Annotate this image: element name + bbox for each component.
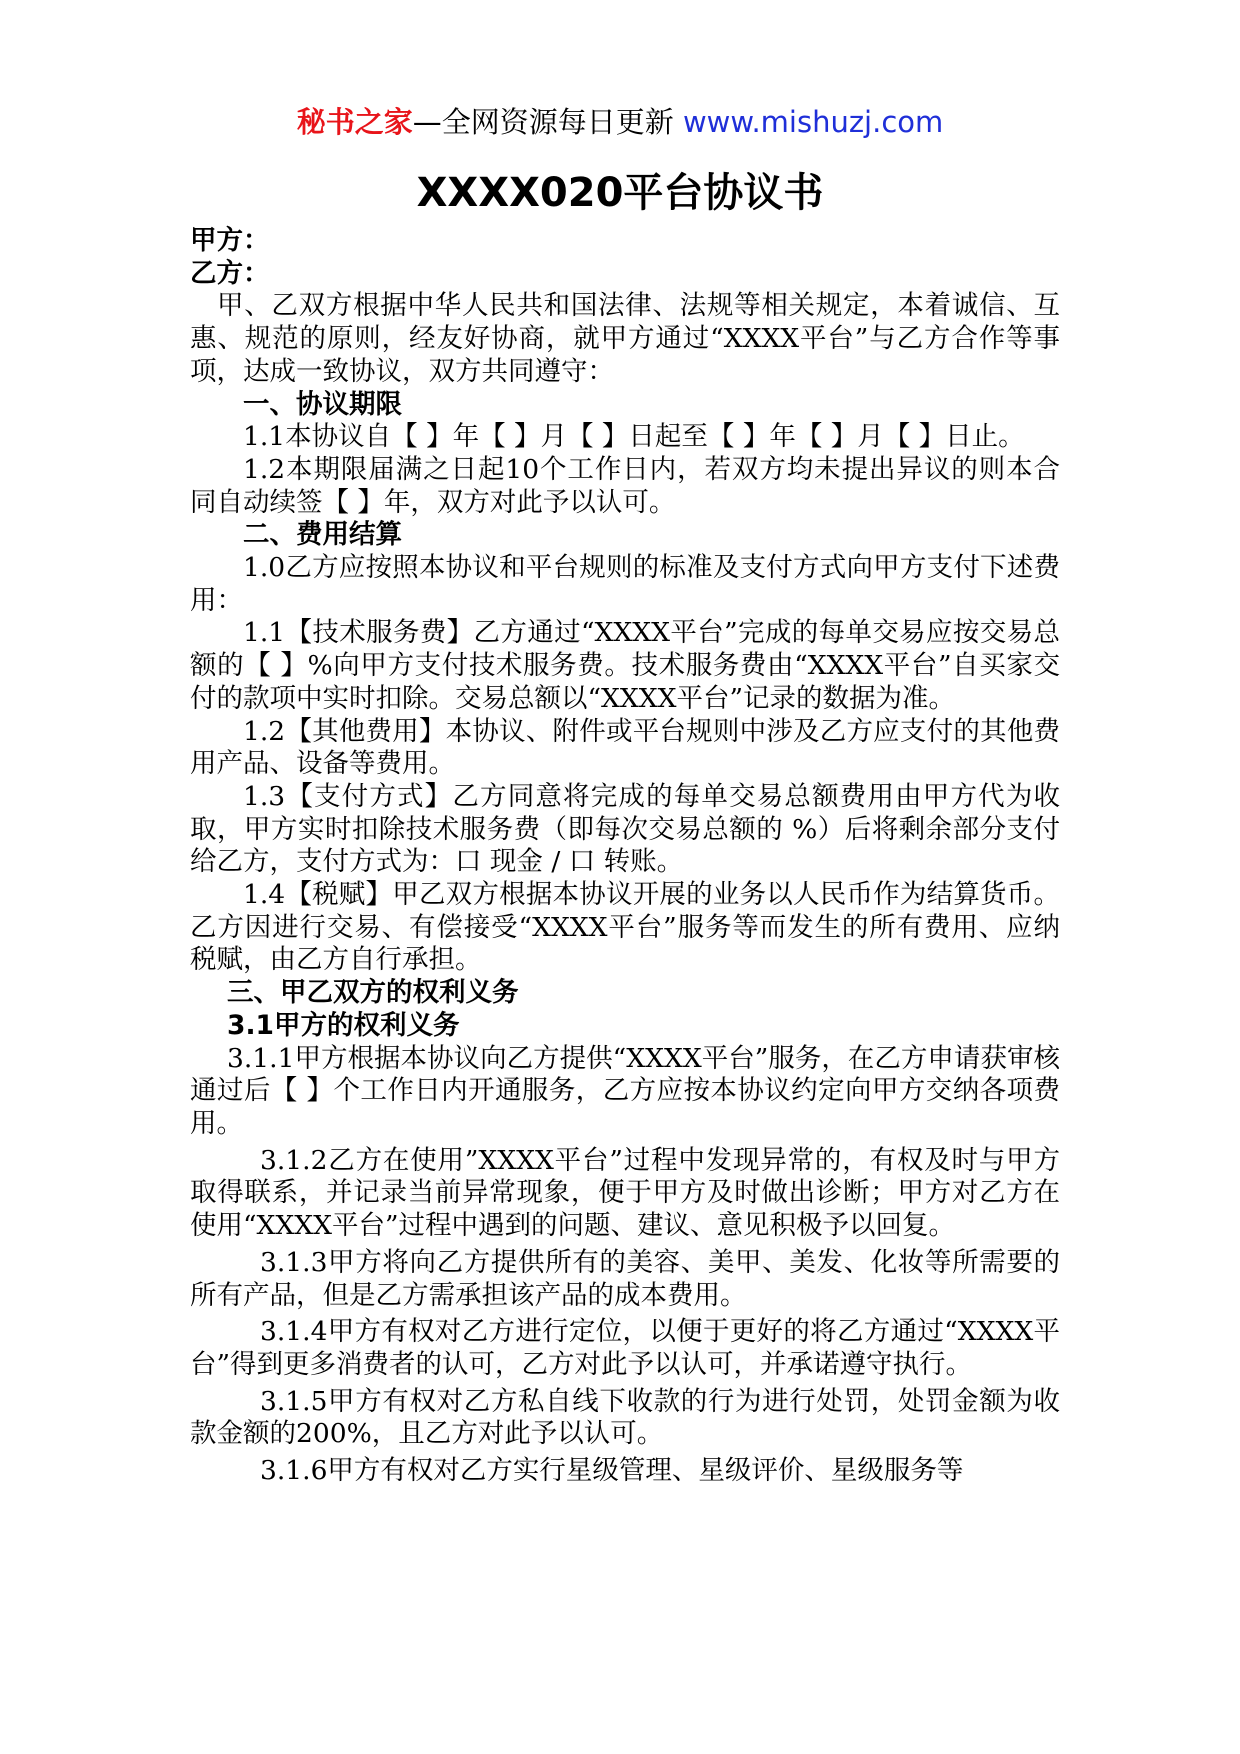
clause-3-1-6: 3.1.6甲方有权对乙方实行星级管理、星级评价、星级服务等 [260, 1455, 964, 1487]
clause-2-1-0: 1.0乙方应按照本协议和平台规则的标准及支付方式向甲方支付下述费用： [190, 552, 1060, 616]
clause-2-1-1: 1.1【技术服务费】乙方通过“XXXX平台”完成的每单交易应按交易总额的【 】%向甲方支付技术服务费。技术服务费由“XXXX平台”自买家交付的款项中实时扣除。交易总额以“XXXX平台”记录的数据为准。 [190, 617, 1060, 714]
clause-1-1: 1.1本协议自【 】年【 】月【 】日起至【 】年【 】月【 】日止。 [243, 421, 1025, 453]
party-b-label: 乙方： [190, 257, 270, 289]
clause-3-1-5: 3.1.5甲方有权对乙方私自线下收款的行为进行处罚，处罚金额为收款金额的200%，且乙方对此予以认可。 [190, 1385, 1060, 1450]
clause-3-1-1: 3.1.1甲方根据本协议向乙方提供“XXXX平台”服务，在乙方申请获审核通过后【 】个工作日内开通服务，乙方应按本协议约定向甲方交纳各项费用。 [190, 1042, 1060, 1139]
clause-1-2: 1.2本期限届满之日起10个工作日内，若双方均未提出异议的则本合同自动续签【 】年，双方对此予以认可。 [190, 453, 1060, 518]
section-3-1-heading: 3.1甲方的权利义务 [227, 1009, 460, 1041]
banner-tagline: —全网资源每日更新 [412, 105, 683, 139]
intro-paragraph: 甲、乙双方根据中华人民共和国法律、法规等相关规定，本着诚信、互惠、规范的原则，经友好协商，就甲方通过“XXXX平台”与乙方合作等事项，达成一致协议，双方共同遵守： [190, 290, 1060, 387]
clause-2-1-4: 1.4【税赋】甲乙双方根据本协议开展的业务以人民币作为结算货币。乙方因进行交易、有偿接受“XXXX平台”服务等而发生的所有费用、应纳税赋，由乙方自行承担。 [190, 879, 1060, 976]
document-body [190, 225, 1060, 1488]
section-3-heading: 三、甲乙双方的权利义务 [227, 977, 519, 1009]
clause-2-1-3: 1.3【支付方式】乙方同意将完成的每单交易总额费用由甲方代为收取，甲方实时扣除技术服务费（即每次交易总额的 %）后将剩余部分支付给乙方，支付方式为：口 现金 / 口 转账。 [190, 780, 1060, 878]
clause-3-1-2: 3.1.2乙方在使用”XXXX平台”过程中发现异常的，有权及时与甲方取得联系，并记录当前异常现象，便于甲方及时做出诊断；甲方对乙方在使用“XXXX平台”过程中遇到的问题、建议、意见积极予以回复。 [190, 1144, 1060, 1242]
clause-3-1-3: 3.1.3甲方将向乙方提供所有的美容、美甲、美发、化妆等所需要的所有产品，但是乙方需承担该产品的成本费用。 [190, 1246, 1060, 1311]
clause-3-1-4: 3.1.4甲方有权对乙方进行定位，以便于更好的将乙方通过“XXXX平台”得到更多消费者的认可，乙方对此予以认可，并承诺遵守执行。 [190, 1316, 1060, 1380]
section-2-heading: 二、费用结算 [243, 519, 402, 551]
party-a-label: 甲方： [190, 225, 270, 256]
document-title: XXXX020平台协议书 [416, 170, 824, 216]
brand-name: 秘书之家 [296, 105, 413, 139]
site-url: www.mishuzj.com [682, 105, 944, 139]
section-1-heading: 一、协议期限 [243, 388, 402, 420]
site-banner [0, 102, 1240, 142]
clause-2-1-2: 1.2【其他费用】本协议、附件或平台规则中涉及乙方应支付的其他费用产品、设备等费用。 [190, 715, 1060, 780]
